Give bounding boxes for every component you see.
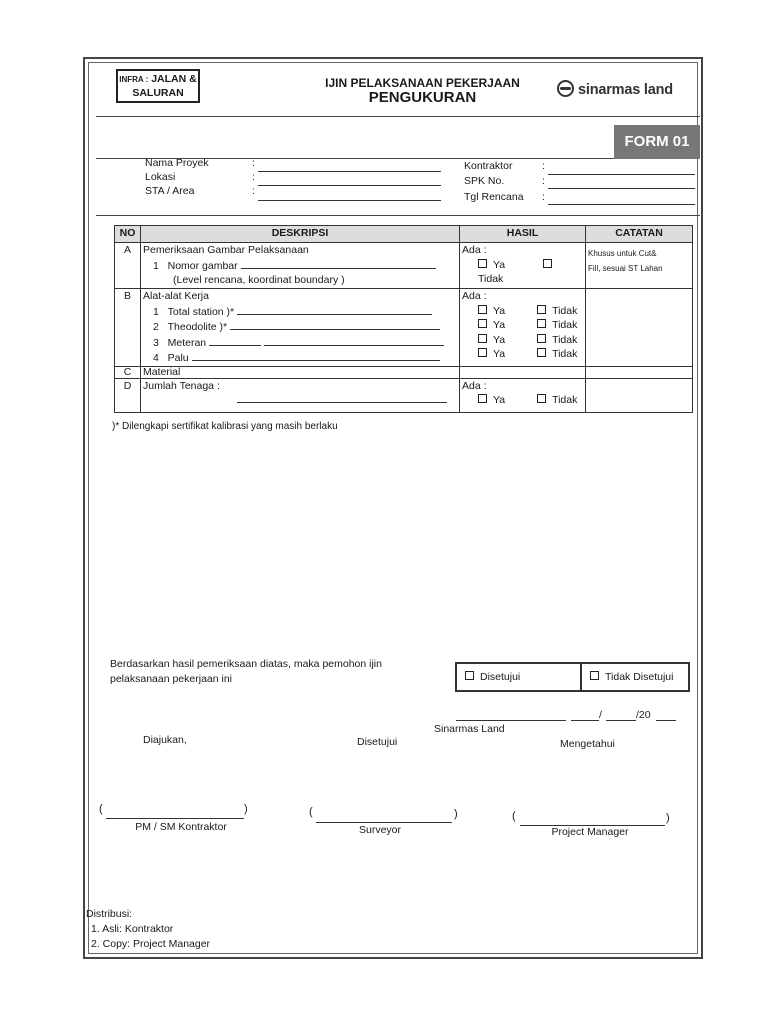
field-tgl-rencana[interactable] bbox=[548, 204, 695, 205]
field-meteran-a[interactable] bbox=[209, 335, 261, 346]
row-b-item-2 bbox=[143, 319, 457, 335]
checkbox-ya[interactable] bbox=[478, 334, 487, 343]
field-lokasi[interactable] bbox=[258, 185, 441, 186]
row-a-hasil bbox=[460, 243, 586, 289]
item-no: 3 bbox=[153, 336, 159, 349]
not-approved-label: Tidak Disetujui bbox=[605, 671, 674, 683]
tidak-label: Tidak bbox=[552, 348, 578, 360]
sig-1-caption: PM / SM Kontraktor bbox=[135, 821, 227, 833]
item-label: Palu bbox=[167, 352, 189, 364]
date-slash-1: / bbox=[599, 709, 602, 721]
checkbox-ya[interactable] bbox=[478, 319, 487, 328]
row-b-options-2 bbox=[462, 318, 583, 333]
item-label: Theodolite )* bbox=[167, 321, 228, 333]
signature-surveyor[interactable] bbox=[316, 822, 452, 823]
field-palu[interactable] bbox=[192, 350, 440, 361]
label-kontraktor: Kontraktor bbox=[464, 160, 513, 172]
table-header-row bbox=[115, 226, 693, 243]
approved-label: Disetujui bbox=[480, 671, 521, 683]
mengetahui-label: Mengetahui bbox=[560, 738, 615, 750]
sig-2-caption: Surveyor bbox=[358, 824, 401, 836]
label-lokasi: Lokasi bbox=[145, 171, 176, 183]
sig-3-open: ( bbox=[512, 810, 516, 822]
checkbox-tidak[interactable] bbox=[537, 348, 546, 357]
ya-label: Ya bbox=[493, 394, 506, 406]
row-a-item-no: 1 bbox=[153, 259, 159, 272]
distribution-title: Distribusi: bbox=[86, 908, 133, 920]
diajukan-label: Diajukan, bbox=[143, 734, 187, 746]
table-row-a bbox=[115, 243, 693, 289]
checkbox-ya[interactable] bbox=[478, 305, 487, 314]
row-b-ada-label: Ada : bbox=[462, 290, 487, 302]
item-no: 4 bbox=[153, 352, 159, 364]
colon-kontraktor: : bbox=[542, 160, 545, 172]
checkbox-disetujui[interactable] bbox=[465, 671, 474, 680]
distribution-list bbox=[86, 907, 210, 952]
inspection-table bbox=[114, 225, 693, 413]
catatan-line1: Khusus untuk Cut& bbox=[588, 249, 657, 258]
form-title-line1: IJIN PELAKSANAAN PEKERJAAN bbox=[325, 76, 520, 90]
row-c-no: C bbox=[115, 366, 141, 378]
row-c-catatan bbox=[586, 366, 693, 378]
row-a-no: A bbox=[115, 243, 141, 289]
label-sta-area: STA / Area bbox=[145, 185, 195, 197]
company-logo bbox=[557, 80, 673, 98]
infra-prefix: INFRA : bbox=[119, 75, 149, 84]
fields-divider bbox=[96, 215, 700, 216]
checkbox-tidak[interactable] bbox=[543, 259, 552, 268]
infra-line1: JALAN & bbox=[151, 73, 197, 85]
row-b-options-3 bbox=[462, 333, 583, 348]
field-sta-area[interactable] bbox=[258, 200, 441, 201]
checkbox-tidak[interactable] bbox=[537, 319, 546, 328]
form-code-tag: FORM 01 bbox=[614, 125, 700, 159]
header-hasil: HASIL bbox=[460, 226, 586, 243]
date-day-field[interactable] bbox=[456, 720, 566, 721]
not-approved-option[interactable] bbox=[580, 662, 690, 692]
distribution-item: 2. Copy: Project Manager bbox=[91, 938, 211, 950]
row-a-desc bbox=[141, 243, 460, 289]
table-row-d bbox=[115, 378, 693, 412]
ya-label: Ya bbox=[493, 348, 506, 360]
header-catatan: CATATAN bbox=[586, 226, 693, 243]
header-divider bbox=[96, 116, 700, 117]
table-row-b bbox=[115, 289, 693, 367]
row-b-desc bbox=[141, 289, 460, 367]
calibration-footnote: )* Dilengkapi sertifikat kalibrasi yang masih berlaku bbox=[112, 421, 338, 432]
row-c-title: Material bbox=[141, 366, 460, 378]
row-b-item-4 bbox=[143, 350, 457, 366]
label-tgl-rencana: Tgl Rencana bbox=[464, 191, 524, 203]
field-kontraktor[interactable] bbox=[548, 174, 695, 175]
field-nomor-gambar[interactable] bbox=[241, 258, 436, 269]
tidak-label: Tidak bbox=[478, 273, 504, 285]
row-d-no: D bbox=[115, 378, 141, 412]
checkbox-tidak[interactable] bbox=[537, 305, 546, 314]
date-year-field[interactable] bbox=[656, 720, 676, 721]
row-d-desc bbox=[141, 378, 460, 412]
label-spk-no: SPK No. bbox=[464, 175, 505, 187]
checkbox-tidak[interactable] bbox=[537, 394, 546, 403]
colon-spk-no: : bbox=[542, 175, 545, 187]
checkbox-ya[interactable] bbox=[478, 259, 487, 268]
checkbox-ya[interactable] bbox=[478, 348, 487, 357]
row-d-ada-label: Ada : bbox=[462, 379, 487, 392]
disetujui-label: Disetujui bbox=[357, 736, 398, 748]
sig-1-open: ( bbox=[99, 803, 103, 815]
row-b-title: Alat-alat Kerja bbox=[143, 290, 209, 302]
field-nama-proyek[interactable] bbox=[258, 171, 441, 172]
signature-pm-sm-kontraktor[interactable] bbox=[106, 818, 244, 819]
ya-label: Ya bbox=[493, 304, 506, 317]
label-nama-proyek: Nama Proyek bbox=[145, 157, 209, 169]
item-no: 1 bbox=[153, 305, 159, 318]
colon-lokasi: : bbox=[252, 171, 255, 183]
row-a-catatan bbox=[586, 243, 693, 289]
date-day2-field[interactable] bbox=[606, 720, 636, 721]
colon-nama-proyek: : bbox=[252, 157, 255, 169]
ya-label: Ya bbox=[493, 333, 506, 346]
row-a-title: Pemeriksaan Gambar Pelaksanaan bbox=[143, 244, 309, 256]
sig-3-caption: Project Manager bbox=[551, 826, 629, 838]
field-meteran-b[interactable] bbox=[264, 335, 444, 346]
colon-sta-area: : bbox=[252, 185, 255, 197]
infra-category-box bbox=[116, 69, 200, 103]
field-theodolite[interactable] bbox=[230, 319, 440, 330]
tidak-label: Tidak bbox=[552, 304, 578, 317]
sinarmas-logo-icon bbox=[557, 80, 574, 97]
sig-1-close: ) bbox=[244, 803, 248, 815]
approval-statement bbox=[110, 657, 410, 687]
infra-line2: SALURAN bbox=[132, 87, 184, 99]
row-d-hasil bbox=[460, 378, 586, 412]
date-month-field[interactable] bbox=[571, 720, 599, 721]
sig-3-close: ) bbox=[666, 812, 670, 824]
date-slash-2: /20 bbox=[636, 709, 651, 721]
tidak-label: Tidak bbox=[552, 394, 578, 406]
checkbox-ya[interactable] bbox=[478, 394, 487, 403]
approval-line1: Berdasarkan hasil pemeriksaan diatas, maka pemohon ijin bbox=[110, 658, 382, 670]
ya-label: Ya bbox=[493, 258, 506, 271]
field-total-station[interactable] bbox=[237, 304, 432, 315]
row-d-options bbox=[462, 393, 583, 408]
row-b-options-4 bbox=[462, 347, 583, 362]
logo-text: sinarmas land bbox=[578, 82, 673, 98]
catatan-line2: Fill, sesuai ST Lahan bbox=[588, 263, 663, 273]
row-a-item-label: Nomor gambar bbox=[167, 259, 238, 272]
row-a-item bbox=[143, 258, 457, 274]
item-no: 2 bbox=[153, 321, 159, 333]
row-b-no: B bbox=[115, 289, 141, 367]
sig-2-open: ( bbox=[309, 806, 313, 818]
row-b-catatan[interactable] bbox=[586, 289, 693, 367]
item-label: Meteran bbox=[167, 336, 207, 349]
row-a-options bbox=[462, 258, 583, 287]
row-b-item-3 bbox=[143, 335, 457, 351]
approval-line2: pelaksanaan pekerjaan ini bbox=[110, 673, 233, 685]
row-d-catatan[interactable] bbox=[586, 378, 693, 412]
colon-tgl-rencana: : bbox=[542, 191, 545, 203]
tidak-label: Tidak bbox=[552, 333, 578, 346]
checkbox-tidak-disetujui[interactable] bbox=[590, 671, 599, 680]
row-b-options-1 bbox=[462, 304, 583, 319]
row-c-hasil bbox=[460, 366, 586, 378]
form-title-line2: PENGUKURAN bbox=[368, 89, 477, 106]
table-row-c bbox=[115, 366, 693, 378]
row-a-ada-label: Ada : bbox=[462, 244, 487, 256]
approved-option[interactable] bbox=[455, 662, 582, 692]
row-b-hasil bbox=[460, 289, 586, 367]
item-label: Total station )* bbox=[167, 305, 235, 318]
checkbox-tidak[interactable] bbox=[537, 334, 546, 343]
row-b-item-1 bbox=[143, 304, 457, 320]
row-a-item-sub: (Level rencana, koordinat boundary ) bbox=[173, 274, 345, 286]
tidak-label: Tidak bbox=[552, 319, 578, 331]
distribution-item: 1. Asli: Kontraktor bbox=[91, 923, 174, 935]
row-d-title: Jumlah Tenaga : bbox=[143, 379, 220, 392]
field-jumlah-tenaga[interactable] bbox=[237, 394, 447, 403]
header-deskripsi: DESKRIPSI bbox=[141, 226, 460, 243]
field-spk-no[interactable] bbox=[548, 188, 695, 189]
company-name: Sinarmas Land bbox=[434, 723, 505, 735]
ya-label: Ya bbox=[493, 319, 506, 331]
header-no: NO bbox=[115, 226, 141, 243]
sig-2-close: ) bbox=[454, 808, 458, 820]
